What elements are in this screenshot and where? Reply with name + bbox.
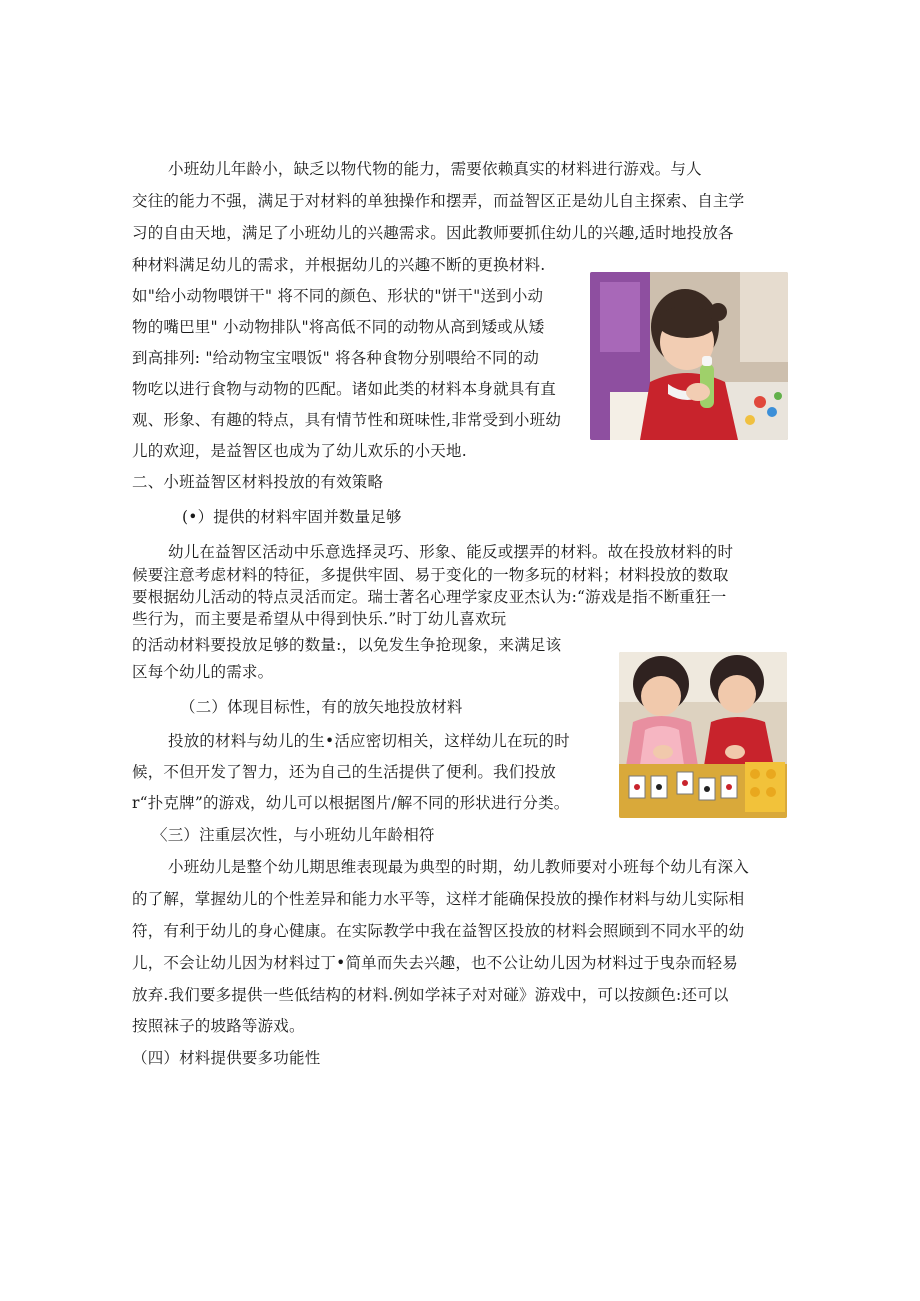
- photo-child-with-bottle-image: [590, 272, 788, 440]
- photo-children-with-cards: [619, 652, 787, 818]
- text-line: 符，有利于幼儿的身心健康。在实际教学中我在益智区投放的材料会照顾到不同水平的幼: [132, 922, 745, 940]
- text-line: 放弃.我们要多提供一些低结构的材料.例如学袜子对对碰》游戏中，可以按颜色:还可以: [132, 986, 729, 1004]
- text-line: 些行为，而主要是希望从中得到快乐.”时丁幼儿喜欢玩: [132, 610, 507, 628]
- text-line: 按照袜子的坡路等游戏。: [132, 1017, 305, 1035]
- text-line: 交往的能力不强，满足于对材料的单独操作和摆弄，而益智区正是幼儿自主探索、自主学: [132, 192, 745, 210]
- text-line: 幼儿在益智区活动中乐意选择灵巧、形象、能反或摆弄的材料。故在投放材料的时: [168, 543, 734, 561]
- text-line: 小班幼儿是整个幼儿期思维表现最为典型的时期，幼儿教师要对小班每个幼儿有深入: [168, 858, 749, 876]
- text-line: 的了解，掌握幼儿的个性差异和能力水平等，这样才能确保投放的操作材料与幼儿实际相: [132, 890, 745, 908]
- text-line: 要根据幼儿活动的特点灵活而定。瑞士著名心理学家皮亚杰认为:“游戏是指不断重狂一: [132, 588, 727, 606]
- text-line: 儿的欢迎，是益智区也成为了幼儿欢乐的小天地.: [132, 442, 467, 460]
- subsection-heading: （四）材料提供要多功能性: [132, 1049, 321, 1067]
- text-line: 物的嘴巴里" 小动物排队"将高低不同的动物从高到矮或从矮: [132, 318, 545, 336]
- text-line: 物吃以进行食物与动物的匹配。诸如此类的材料本身就具有直: [132, 380, 556, 398]
- text-line: 种材料满足幼儿的需求，并根据幼儿的兴趣不断的更换材料.: [132, 256, 546, 274]
- text-line: 习的自由天地，满足了小班幼儿的兴趣需求。因此教师要抓住幼儿的兴趣,适时地投放各: [132, 224, 734, 242]
- text-line: 投放的材料与幼儿的生•活应密切相关，这样幼儿在玩的时: [168, 732, 570, 750]
- text-line: 候，不但开发了智力，还为自己的生活提供了便利。我们投放: [132, 763, 556, 781]
- text-line: 到高排列: "给动物宝宝喂饭" 将各种食物分别喂给不同的动: [132, 349, 540, 367]
- text-line: 小班幼儿年龄小，缺乏以物代物的能力，需要依赖真实的材料进行游戏。与人: [168, 160, 702, 178]
- text-line: r“扑克牌”的游戏，幼儿可以根据图片/解不同的形状进行分类。: [132, 794, 570, 812]
- text-line: 观、形象、有趣的特点，具有情节性和斑味性,非常受到小班幼: [132, 411, 562, 429]
- section-heading: 二、小班益智区材料投放的有效策略: [132, 473, 384, 491]
- subsection-heading: 〈三）注重层次性，与小班幼儿年龄相符: [152, 826, 435, 844]
- text-line: 儿，不会让幼儿因为材料过丁•简单而失去兴趣，也不公让幼儿因为材料过于曳杂而轻易: [132, 954, 738, 972]
- photo-child-with-bottle: [590, 272, 788, 440]
- text-line: 如"给小动物喂饼干" 将不同的颜色、形状的"饼干"送到小动: [132, 287, 544, 305]
- text-line: 区每个幼儿的需求。: [132, 663, 274, 681]
- subsection-heading: (•）提供的材料牢固并数量足够: [182, 508, 402, 526]
- text-line: 的活动材料要投放足够的数量:，以免发生争抢现象，来满足该: [132, 636, 562, 654]
- photo-children-with-cards-image: [619, 652, 787, 818]
- text-line: 候要注意考虑材料的特征，多提供牢固、易于变化的一物多玩的材料；材料投放的数取: [132, 566, 729, 584]
- subsection-heading: （二）体现目标性，有的放矢地投放材料: [180, 698, 463, 716]
